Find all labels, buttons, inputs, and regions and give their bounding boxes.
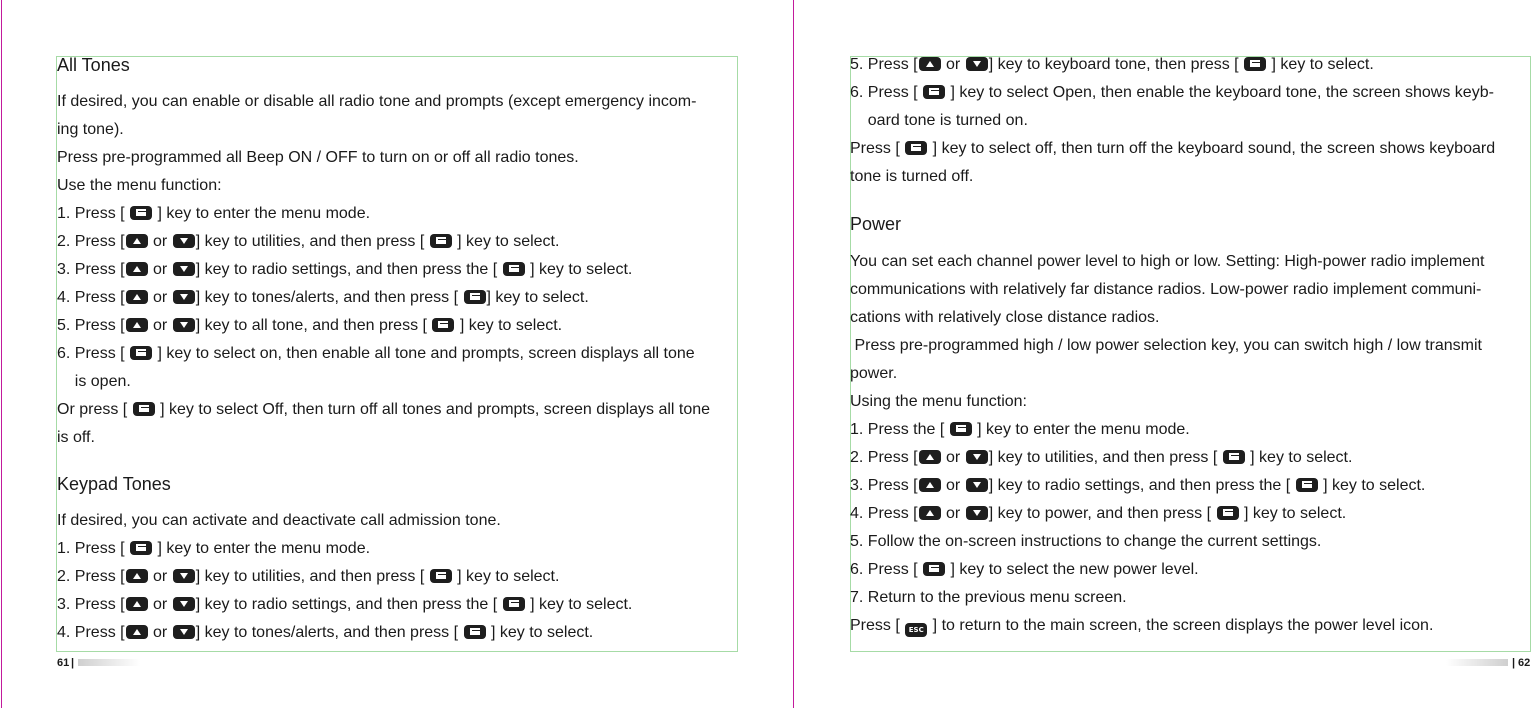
menu-key-icon [430, 234, 452, 248]
menu-key-icon [430, 569, 452, 583]
text-run: 3. Press [ [57, 596, 125, 613]
text-run: ] key to enter the menu mode. [972, 421, 1190, 438]
body-line [57, 539, 370, 559]
down-arrow-key-icon [173, 597, 195, 611]
body-line [850, 336, 1482, 356]
text-run: ] key to radio settings, and then press the [ [195, 261, 502, 278]
text-run: If desired, you can activate and deactivate call admission tone. [57, 512, 501, 529]
down-arrow-key-icon [966, 57, 988, 71]
down-arrow-key-icon [173, 569, 195, 583]
text-run: communications with relatively far distance radios. Low-power radio implement communi- [850, 281, 1482, 298]
up-arrow-key-icon [919, 57, 941, 71]
text-run: oard tone is turned on. [850, 112, 1028, 129]
left-crop-mark [1, 0, 2, 708]
body-line [57, 288, 589, 308]
down-arrow-key-icon [173, 290, 195, 304]
body-line [850, 588, 1127, 608]
menu-key-icon [432, 318, 454, 332]
menu-key-icon [905, 141, 927, 155]
body-line [850, 364, 897, 384]
menu-key-icon [133, 402, 155, 416]
body-line [57, 428, 95, 448]
text-run: or [941, 56, 965, 73]
down-arrow-key-icon [173, 234, 195, 248]
menu-key-icon [464, 290, 486, 304]
esc-key-icon: ESC [905, 623, 927, 637]
text-run: ] key to select. [525, 261, 633, 278]
up-arrow-key-icon [126, 234, 148, 248]
text-run: ] key to power, and then press [ [988, 505, 1216, 522]
text-run: Press pre-programmed high / low power selection key, you can switch high / low transmit [850, 337, 1482, 354]
text-run: or [941, 449, 965, 466]
body-line [57, 372, 131, 392]
body-line [57, 232, 559, 252]
text-run: 5. Press [ [57, 317, 125, 334]
menu-key-icon [464, 625, 486, 639]
body-line [57, 511, 501, 531]
body-line [57, 176, 222, 196]
text-run: 5. Follow the on-screen instructions to change the current settings. [850, 533, 1322, 550]
text-run: Press [ [850, 617, 905, 634]
section-heading: Power [850, 214, 902, 234]
menu-key-icon [950, 422, 972, 436]
text-run: power. [850, 365, 898, 382]
text-run: 2. Press [ [850, 449, 918, 466]
text-run: 1. Press [ [57, 205, 130, 222]
body-line [57, 595, 632, 615]
left-page-number-bar [78, 659, 140, 666]
body-line [57, 400, 710, 420]
text-run: Using the menu function: [850, 393, 1027, 410]
center-fold-mark [793, 0, 794, 708]
text-run: 3. Press [ [57, 261, 125, 278]
text-run: or [941, 505, 965, 522]
text-run: ] key to radio settings, and then press the [ [988, 477, 1295, 494]
text-run: ] key to tones/alerts, and then press [ [195, 624, 463, 641]
text-run: Or press [ [57, 401, 132, 418]
menu-key-icon [1217, 506, 1239, 520]
text-run: If desired, you can enable or disable all radio tone and prompts (except emergency incom- [57, 93, 697, 110]
menu-key-icon [923, 85, 945, 99]
body-line [850, 532, 1321, 552]
menu-key-icon [1223, 450, 1245, 464]
body-line [850, 476, 1425, 496]
menu-key-icon [1296, 478, 1318, 492]
body-line [57, 344, 695, 364]
up-arrow-key-icon [126, 625, 148, 639]
text-run: 1. Press the [ [850, 421, 949, 438]
body-line [850, 139, 1495, 159]
text-run: ing tone). [57, 121, 124, 138]
menu-key-icon [503, 597, 525, 611]
text-run: 5. Press [ [850, 56, 918, 73]
up-arrow-key-icon [126, 262, 148, 276]
down-arrow-key-icon [173, 262, 195, 276]
up-arrow-key-icon [126, 569, 148, 583]
down-arrow-key-icon [966, 506, 988, 520]
body-line [850, 83, 1494, 103]
text-run: ] key to utilities, and then press [ [195, 568, 429, 585]
right-page-number-separator: | [1512, 657, 1516, 669]
menu-key-icon [923, 562, 945, 576]
body-line [850, 111, 1028, 131]
text-run: or [148, 233, 172, 250]
body-line [57, 260, 632, 280]
text-run: is open. [57, 373, 131, 390]
text-run: ] key to select. [452, 233, 560, 250]
text-run: ] key to all tone, and then press [ [195, 317, 432, 334]
body-line [850, 420, 1190, 440]
body-line [57, 120, 124, 140]
text-run: or [148, 289, 172, 306]
up-arrow-key-icon [919, 478, 941, 492]
text-run: or [148, 317, 172, 334]
text-run: or [148, 568, 172, 585]
section-heading: Keypad Tones [57, 474, 171, 494]
text-run: ] key to select. [1267, 56, 1374, 73]
menu-key-icon [130, 541, 152, 555]
text-run: ] key to tones/alerts, and then press [ [195, 289, 463, 306]
text-run: ] key to select off, then turn off the keyboard sound, the screen shows keyboard [928, 140, 1496, 157]
menu-key-icon [130, 206, 152, 220]
body-line [850, 167, 973, 187]
up-arrow-key-icon [126, 290, 148, 304]
text-run: ] key to select. [525, 596, 633, 613]
body-line [850, 55, 1374, 75]
body-line [57, 204, 370, 224]
body-line [57, 316, 562, 336]
text-run: ] key to select on, then enable all tone and prompts, screen displays all tone [153, 345, 695, 362]
text-run: ] key to radio settings, and then press the [ [195, 596, 502, 613]
text-run: Press pre-programmed all Beep ON / OFF to turn on or off all radio tones. [57, 149, 579, 166]
text-run: ] key to utilities, and then press [ [195, 233, 429, 250]
text-run: 2. Press [ [57, 233, 125, 250]
text-run: 2. Press [ [57, 568, 125, 585]
text-run: ] key to keyboard tone, then press [ [988, 56, 1244, 73]
text-run: tone is turned off. [850, 168, 974, 185]
text-run: ] key to select. [452, 568, 560, 585]
text-run: is off. [57, 429, 95, 446]
down-arrow-key-icon [173, 318, 195, 332]
text-run: or [148, 624, 172, 641]
left-page-number-separator: | [71, 657, 75, 669]
section-heading: All Tones [57, 55, 130, 75]
body-line [850, 280, 1481, 300]
text-run: 4. Press [ [57, 624, 125, 641]
left-page-number: 61 [57, 657, 70, 669]
up-arrow-key-icon [126, 318, 148, 332]
text-run: or [148, 596, 172, 613]
text-run: ] key to select. [1318, 477, 1426, 494]
text-run: or [941, 477, 965, 494]
up-arrow-key-icon [126, 597, 148, 611]
text-run: 1. Press [ [57, 540, 130, 557]
body-line [850, 392, 1027, 412]
down-arrow-key-icon [966, 478, 988, 492]
text-run: Press [ [850, 140, 905, 157]
body-line [850, 308, 1159, 328]
menu-key-icon [1244, 57, 1266, 71]
body-line [57, 92, 696, 112]
text-run: ] to return to the main screen, the screen displays the power level icon. [928, 617, 1434, 634]
text-run: or [148, 261, 172, 278]
up-arrow-key-icon [919, 506, 941, 520]
text-run: 6. Press [ [850, 561, 923, 578]
body-line [850, 448, 1352, 468]
text-run: ] key to enter the menu mode. [153, 540, 371, 557]
text-run: ] key to select. [1239, 505, 1347, 522]
body-line [57, 148, 579, 168]
body-line [57, 567, 559, 587]
text-run: 7. Return to the previous menu screen. [850, 589, 1127, 606]
text-run: ] key to select. [1245, 449, 1353, 466]
text-run: 4. Press [ [850, 505, 918, 522]
text-run: 4. Press [ [57, 289, 125, 306]
text-run: ] key to select. [455, 317, 563, 334]
up-arrow-key-icon [919, 450, 941, 464]
text-run: Use the menu function: [57, 177, 222, 194]
text-run: You can set each channel power level to high or low. Setting: High-power radio implement [850, 253, 1485, 270]
text-run: ] key to select. [486, 289, 589, 306]
text-run: cations with relatively close distance radios. [850, 309, 1160, 326]
menu-key-icon [503, 262, 525, 276]
body-line [850, 504, 1346, 524]
text-run: 6. Press [ [57, 345, 130, 362]
right-page-number-bar [1446, 659, 1508, 666]
text-run: ] key to select Open, then enable the keyboard tone, the screen shows keyb- [946, 84, 1494, 101]
text-run: ] key to enter the menu mode. [153, 205, 371, 222]
menu-key-icon [130, 346, 152, 360]
down-arrow-key-icon [173, 625, 195, 639]
text-run: ] key to select Off, then turn off all tones and prompts, screen displays all tone [155, 401, 711, 418]
down-arrow-key-icon [966, 450, 988, 464]
text-run: ] key to utilities, and then press [ [988, 449, 1222, 466]
body-line [850, 252, 1484, 272]
right-page-number: 62 [1518, 657, 1531, 669]
text-run: 3. Press [ [850, 477, 918, 494]
body-line [850, 560, 1199, 580]
body-line [57, 623, 593, 643]
text-run: 6. Press [ [850, 84, 923, 101]
text-run: ] key to select the new power level. [946, 561, 1199, 578]
text-run: ] key to select. [486, 624, 594, 641]
body-line [850, 616, 1433, 637]
